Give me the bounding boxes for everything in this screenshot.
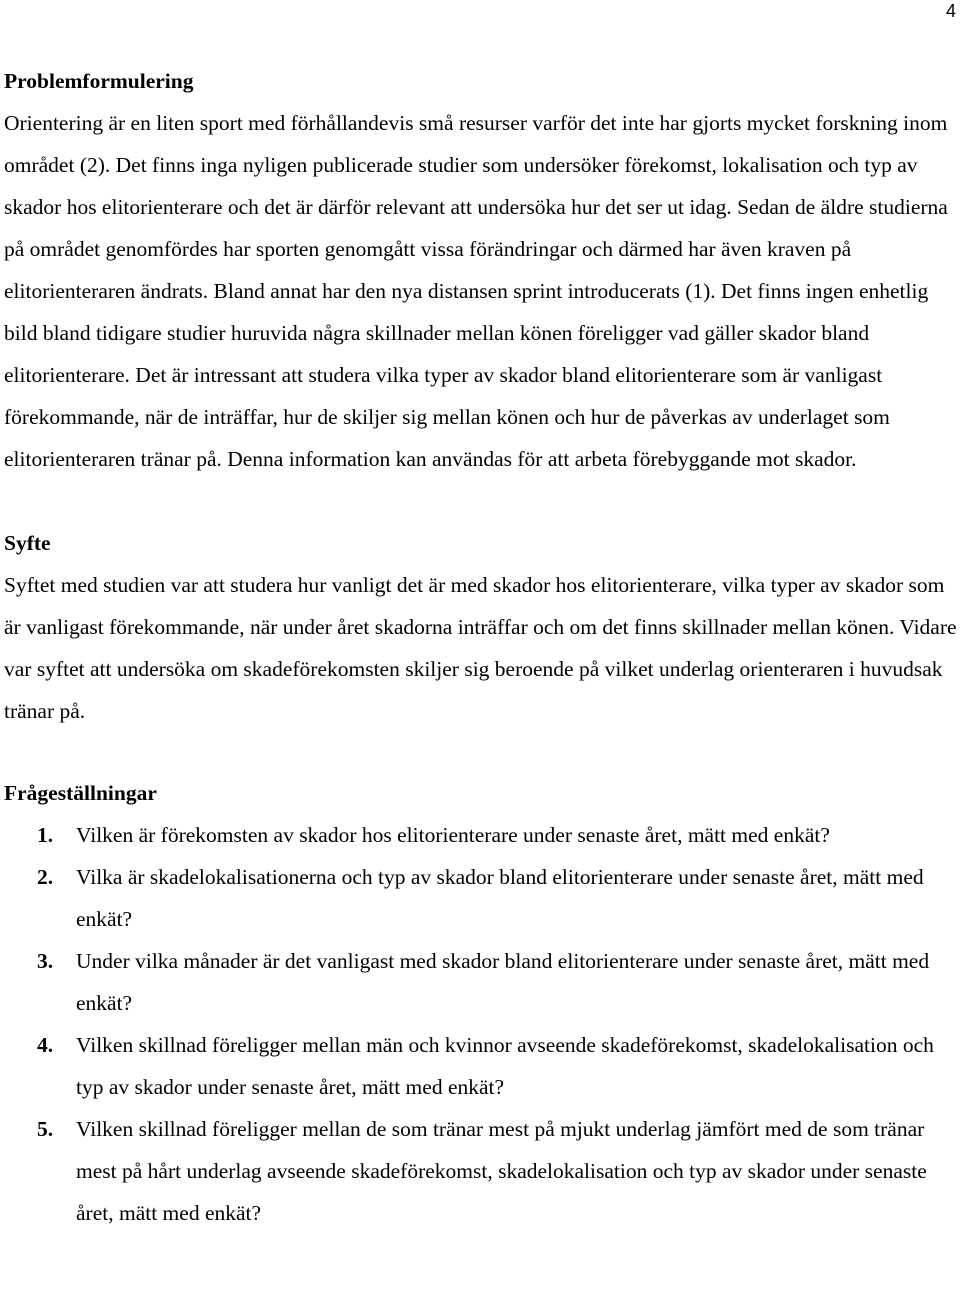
question-number: 3. (37, 949, 54, 973)
section-purpose (4, 522, 957, 732)
problem-paragraph: Orientering är en liten sport med förhållandevis små resurser varför det inte har gjorts mycket forskning inom området (2). Det finns inga nyligen publicerade studier som undersöker förekomst, lokalisation och typ av skador hos elitorienterare och det är därför relevant att undersöka hur det ser ut idag. Sedan de äldre studierna på området genomfördes har sporten genomgått vissa förändringar och därmed har även kraven på elitorienteraren ändrats. Bland annat har den nya distansen sprint introducerats (1). Det finns ingen enhetlig bild bland tidigare studier huruvida några skillnader mellan könen föreligger vad gäller skador bland elitorienterare. Det är intressant att studera vilka typer av skador bland elitorienterare som är vanligast förekommande, när de inträffar, hur de skiljer sig mellan könen och hur de påverkas av underlaget som elitorienteraren tränar på. Denna information kan användas för att arbeta förebyggande mot skador. (4, 111, 948, 471)
question-text: Vilken är förekomsten av skador hos elitorienterare under senaste året, mätt med enkät? (76, 823, 830, 847)
question-item (4, 856, 957, 940)
question-item (4, 1024, 957, 1108)
question-text: Vilken skillnad föreligger mellan de som tränar mest på mjukt underlag jämfört med de som tränar mest på hårt underlag avseende skadeförekomst, skadelokalisation och typ av skador under senaste året, mätt med enkät? (76, 1117, 927, 1225)
spacer (4, 732, 957, 772)
question-text: Vilken skillnad föreligger mellan män och kvinnor avseende skadeförekomst, skadelokalisation och typ av skador under senaste året, mätt med enkät? (76, 1033, 934, 1099)
questions-heading: Frågeställningar (4, 781, 157, 805)
purpose-paragraph: Syftet med studien var att studera hur vanligt det är med skador hos elitorienterare, vilka typer av skador som är vanligast förekommande, när under året skadorna inträffar och om det finns skillnader mellan könen. Vidare var syftet att undersöka om skadeförekomsten skiljer sig beroende på vilket underlag orienteraren i huvudsak tränar på. (4, 573, 957, 723)
question-number: 2. (37, 865, 54, 889)
question-item (4, 1108, 957, 1234)
spacer (4, 480, 957, 522)
section-problem (4, 60, 957, 480)
question-item (4, 940, 957, 1024)
question-number: 5. (37, 1117, 54, 1141)
page-number: 4 (945, 1, 956, 21)
problem-heading: Problemformulering (4, 69, 194, 93)
section-questions (4, 772, 957, 1234)
purpose-heading: Syfte (4, 531, 51, 555)
question-item (4, 814, 957, 856)
question-text: Vilka är skadelokalisationerna och typ av skador bland elitorienterare under senaste året, mätt med enkät? (76, 865, 924, 931)
questions-list (4, 814, 957, 1234)
document-body (4, 60, 957, 1234)
question-text: Under vilka månader är det vanligast med skador bland elitorienterare under senaste året, mätt med enkät? (76, 949, 930, 1015)
question-number: 1. (37, 823, 54, 847)
question-number: 4. (37, 1033, 54, 1057)
